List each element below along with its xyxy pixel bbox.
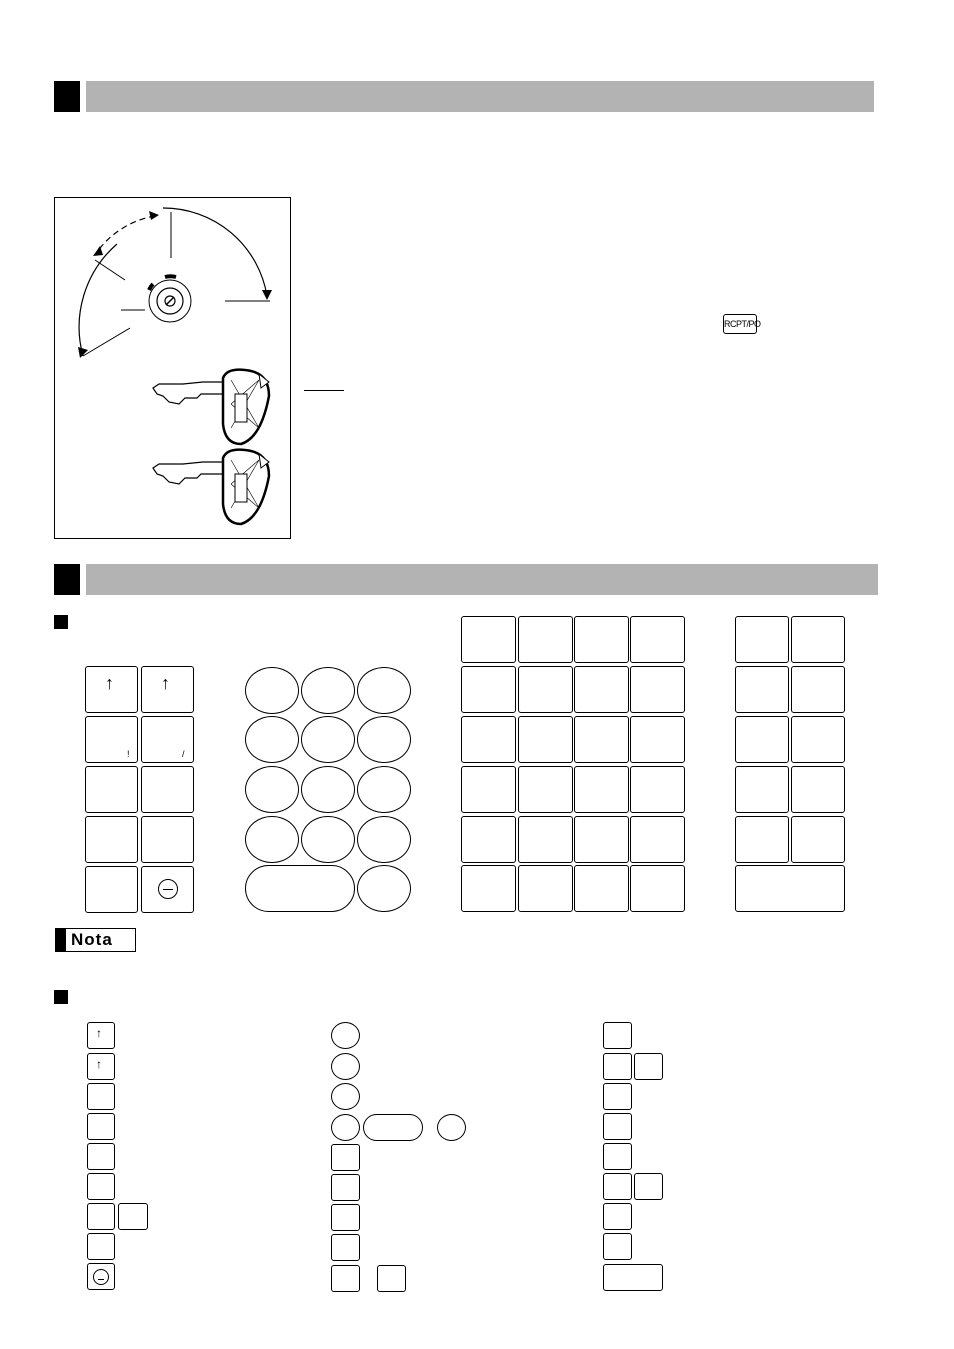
dept-key[interactable] (461, 716, 516, 763)
numpad-key-r4c3[interactable] (357, 816, 411, 863)
dept-key[interactable] (574, 766, 629, 813)
dept-key[interactable] (461, 666, 516, 713)
numpad-key-r2c2[interactable] (301, 716, 355, 763)
list-key-feed-2 (87, 1053, 115, 1080)
list-key (87, 1083, 115, 1110)
numpad-key-r1c1[interactable] (245, 667, 299, 714)
function-key[interactable] (791, 716, 845, 763)
list-key (634, 1173, 663, 1200)
numpad-key-r5c3[interactable] (357, 865, 411, 912)
list-key-wide (603, 1264, 663, 1291)
numpad-key-r3c2[interactable] (301, 766, 355, 813)
list-key (603, 1083, 632, 1110)
dept-key[interactable] (630, 816, 685, 863)
list-key (331, 1174, 360, 1201)
key-left-r4c2[interactable] (141, 816, 194, 863)
numpad-key-r1c2[interactable] (301, 667, 355, 714)
list-key (87, 1203, 115, 1230)
dept-key[interactable] (630, 616, 685, 663)
list-key (87, 1143, 115, 1170)
list-round-key (331, 1053, 360, 1080)
list-key (331, 1265, 360, 1292)
key-left-r3c2[interactable] (141, 766, 194, 813)
function-key-wide[interactable] (735, 865, 845, 912)
list-key (634, 1053, 663, 1080)
note-label-text: Nota (71, 930, 113, 949)
dept-key[interactable] (574, 865, 629, 912)
note-label (55, 928, 136, 952)
function-key[interactable] (791, 766, 845, 813)
key-paper-feed-2[interactable] (141, 666, 194, 713)
list-key (603, 1143, 632, 1170)
numpad-key-r1c3[interactable] (357, 667, 411, 714)
dept-key[interactable] (461, 766, 516, 813)
list-key (603, 1173, 632, 1200)
dept-key[interactable] (574, 716, 629, 763)
key-minus[interactable] (141, 866, 194, 913)
key-left-r4c1[interactable] (85, 816, 138, 863)
dept-key[interactable] (518, 865, 573, 912)
key-1 (153, 370, 269, 444)
exclam-mark: ! (127, 749, 130, 759)
rcpt-po-key: RCPT/PO (723, 314, 757, 334)
dept-key[interactable] (574, 666, 629, 713)
section-1-header-bar (86, 81, 874, 112)
up-arrow-icon: ↑ (161, 673, 170, 693)
numpad-key-wide[interactable] (245, 865, 355, 912)
numpad-key-r4c1[interactable] (245, 816, 299, 863)
numpad-key-r2c1[interactable] (245, 716, 299, 763)
list-key (331, 1204, 360, 1231)
dept-key[interactable] (518, 616, 573, 663)
list-key (603, 1022, 632, 1049)
subsection-keylist-marker (54, 990, 68, 1004)
dept-key[interactable] (574, 816, 629, 863)
numpad-key-r4c2[interactable] (301, 816, 355, 863)
function-key[interactable] (735, 766, 789, 813)
function-key[interactable] (735, 816, 789, 863)
list-key (331, 1144, 360, 1171)
function-key[interactable] (791, 666, 845, 713)
list-round-key (331, 1114, 360, 1141)
numpad-key-r3c3[interactable] (357, 766, 411, 813)
list-key (377, 1265, 406, 1292)
dept-key[interactable] (518, 666, 573, 713)
list-key (87, 1113, 115, 1140)
mode-switch-drawing (55, 198, 292, 540)
list-key (603, 1233, 632, 1260)
key-left-r2c1[interactable] (85, 716, 138, 763)
list-key (603, 1113, 632, 1140)
key-left-r5c1[interactable] (85, 866, 138, 913)
up-arrow-icon: ↑ (96, 1057, 102, 1071)
key-left-r3c1[interactable] (85, 766, 138, 813)
section-2-header-bar (86, 564, 878, 595)
list-key-minus (87, 1263, 115, 1290)
list-key (118, 1203, 148, 1230)
dept-key[interactable] (461, 865, 516, 912)
list-key (603, 1053, 632, 1080)
list-key (331, 1234, 360, 1261)
list-round-key (437, 1114, 466, 1141)
dept-key[interactable] (630, 716, 685, 763)
list-key-feed-1 (87, 1022, 115, 1049)
function-key[interactable] (735, 666, 789, 713)
up-arrow-icon: ↑ (105, 673, 114, 693)
function-key[interactable] (735, 716, 789, 763)
dept-key[interactable] (574, 616, 629, 663)
list-round-key (331, 1083, 360, 1110)
key-paper-feed-1[interactable] (85, 666, 138, 713)
up-arrow-icon: ↑ (96, 1026, 102, 1040)
list-key (87, 1173, 115, 1200)
function-key[interactable] (735, 616, 789, 663)
function-key[interactable] (791, 616, 845, 663)
dept-key[interactable] (461, 816, 516, 863)
mode-switch-illustration (54, 197, 291, 539)
list-key (603, 1203, 632, 1230)
dept-key[interactable] (630, 865, 685, 912)
dept-key[interactable] (518, 766, 573, 813)
function-key[interactable] (791, 816, 845, 863)
dept-key[interactable] (630, 766, 685, 813)
note-underline (304, 390, 344, 391)
section-1-marker (54, 81, 80, 112)
dept-key[interactable] (518, 816, 573, 863)
dept-key[interactable] (630, 666, 685, 713)
section-2-marker (54, 564, 80, 595)
slash-mark: / (182, 749, 185, 759)
note-label-block (56, 929, 66, 951)
key-2 (153, 450, 269, 524)
list-round-key-wide (363, 1114, 423, 1141)
minus-icon (158, 879, 178, 899)
subsection-keyboard-marker (54, 615, 68, 629)
list-key (87, 1233, 115, 1260)
minus-icon (93, 1269, 109, 1285)
key-left-r2c2[interactable] (141, 716, 194, 763)
numpad-key-r3c1[interactable] (245, 766, 299, 813)
dept-key[interactable] (518, 716, 573, 763)
numpad-key-r2c3[interactable] (357, 716, 411, 763)
dept-key[interactable] (461, 616, 516, 663)
list-round-key (331, 1022, 360, 1049)
